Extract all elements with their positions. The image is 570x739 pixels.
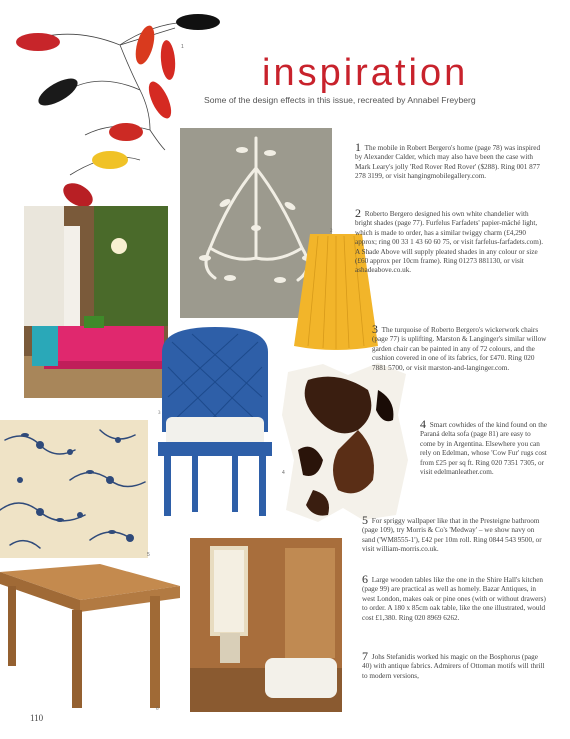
item-2-number: 2 <box>355 206 361 220</box>
item-5-text <box>362 513 548 555</box>
caption-2: 2 <box>330 229 333 234</box>
garden-terrace-photo <box>24 206 168 398</box>
caption-6: 6 <box>156 707 159 712</box>
caption-4: 4 <box>282 470 285 476</box>
cowhide-rug-image <box>278 360 413 525</box>
blue-wicker-chair-image <box>152 322 278 522</box>
item-1-number: 1 <box>355 140 361 154</box>
caption-1: 1 <box>181 44 184 50</box>
caption-3: 3 <box>158 411 161 416</box>
item-7-body: Johs Stefanidis worked his magic on the Bosphorus (page 40) with antique fabrics. Admirers of Ottoman motifs will thrill to modern versions, <box>362 653 545 680</box>
item-7-text <box>362 649 548 681</box>
spriggy-wallpaper-swatch <box>0 420 148 558</box>
item-7-number: 7 <box>362 649 368 663</box>
item-1-body: The mobile in Robert Bergero's home (page 78) was inspired by Alexander Calder, which may also have been the case with Mark Leary's jolly 'Red Rover Red Rover' ($288). Ring 001 877 278 3199, or visit hangingmobilegallery.com. <box>355 144 541 181</box>
caption-5: 5 <box>147 552 150 558</box>
item-6-number: 6 <box>362 572 368 586</box>
item-4-text <box>420 417 548 477</box>
page-number: 110 <box>30 713 44 723</box>
item-2-body: Roberto Bergero designed his own white chandelier with bright shades (page 77). Furfelus Farfadets' papier-mâché light, which is made to order, has a similar twiggy charm (£4,290 approx; ring 00 33 1 43 60 60 75, or visit farfelus-farfadets.com). A Shade Above will supply pleated shades in any colour or size (£60 approx per 10cm frame). Ring 01273 881130, or visit ashadeabove.co.uk. <box>355 210 544 275</box>
page-title: inspiration <box>262 52 469 94</box>
item-2-text <box>355 206 545 276</box>
item-1-text <box>355 140 545 182</box>
item-4-number: 4 <box>420 417 426 431</box>
item-6-text <box>362 572 548 623</box>
item-5-number: 5 <box>362 513 368 527</box>
item-3-text <box>372 322 548 373</box>
item-6-body: Large wooden tables like the one in the Shire Hall's kitchen (page 99) are practical as well as homely. Bazar Antiques, in west London, makes oak or pine ones (with or without drawers) to order. A 180 x 85cm oak table, like the one illustrated, would cost £1,380. Ring 020 8969 6262. <box>362 576 546 622</box>
item-3-body: The turquoise of Roberto Bergero's wickerwork chairs (page 77) is uplifting. Marston & Langinger's similar willow garden chair can be painted in any of 72 colours, and the cushion covered in one of its fabrics, for £470. Ring 020 7881 5700, or visit marston-and-langinger.com. <box>372 326 547 372</box>
page-subtitle: Some of the design effects in this issue, recreated by Annabel Freyberg <box>204 95 476 105</box>
item-4-body: Smart cowhides of the kind found on the Paraná delta sofa (page 81) are easy to come by in Argentina. Elsewhere you can rely on Edelman, whose 'Cow Fur' rugs cost from £25 per sq ft. Ring 020 7351 7305, or visit edelmanleather.com. <box>420 421 547 477</box>
oak-kitchen-table-image <box>0 560 190 712</box>
bathroom-photo <box>190 538 342 712</box>
item-3-number: 3 <box>372 322 378 336</box>
item-5-body: For spriggy wallpaper like that in the Presteigne bathroom (page 109), try Morris & Co's 'Medway' – we show navy on sand ('WM8555-1'), £42 per 10m roll. Ring 0844 543 9500, or visit william-morris.co.uk. <box>362 517 542 554</box>
